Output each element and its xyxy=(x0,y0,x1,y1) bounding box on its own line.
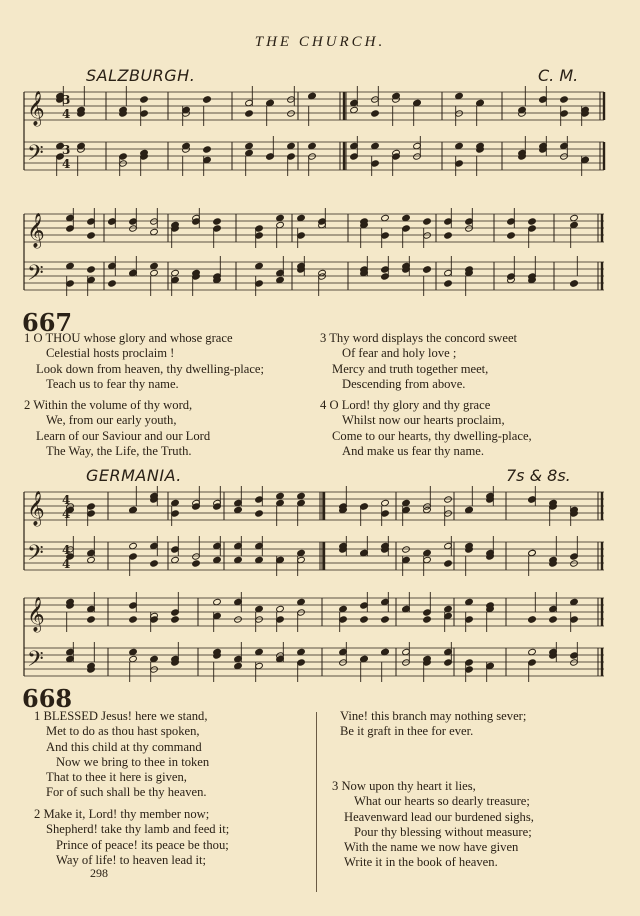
note-head xyxy=(570,221,579,228)
note-head xyxy=(465,598,474,605)
verse-line: With the name we now have given xyxy=(344,840,519,855)
note-head xyxy=(455,92,464,99)
note-head xyxy=(129,506,138,513)
verse-line: 4 O Lord! thy glory and thy grace xyxy=(320,398,491,412)
verse-line: Write it in the book of heaven. xyxy=(344,855,498,870)
note-head xyxy=(402,214,411,221)
note-head xyxy=(276,605,285,612)
note-head xyxy=(287,142,296,149)
note-head xyxy=(255,648,264,655)
verse-line: Whilst now our hearts proclaim, xyxy=(342,413,505,428)
note-head xyxy=(339,605,348,612)
verse-line: Met to do as thou hast spoken, xyxy=(46,724,200,739)
note-head xyxy=(297,549,306,556)
treble-clef: 𝄞 xyxy=(27,91,45,126)
note-head xyxy=(423,218,432,225)
note-head xyxy=(255,605,264,612)
verse-line: Pour thy blessing without measure; xyxy=(354,824,532,839)
note-head xyxy=(234,506,243,513)
verse-line: The Way, the Life, the Truth. xyxy=(46,443,192,458)
time-signature: 4 xyxy=(62,157,71,171)
note-head xyxy=(129,616,138,623)
note-head xyxy=(549,616,558,623)
verse-line: And this child at thy command xyxy=(46,739,202,754)
bass-clef: 𝄢 xyxy=(27,261,44,291)
note-head xyxy=(308,142,317,149)
note-head xyxy=(570,280,579,287)
note-head xyxy=(507,232,516,239)
note-head xyxy=(444,605,453,612)
verse-line: And make us fear thy name. xyxy=(342,443,484,458)
bass-clef: 𝄢 xyxy=(27,647,44,677)
note-head xyxy=(171,499,180,506)
verse-line: Shepherd! take thy lamb and feed it; xyxy=(46,822,230,837)
note-head xyxy=(129,655,138,662)
note-head xyxy=(570,560,579,567)
verse-line: Be it graft in thee for ever. xyxy=(340,724,474,739)
note-head xyxy=(528,549,537,556)
verse-line: What our hearts so dearly treasure; xyxy=(354,794,530,809)
verse-line: 1 O THOU whose glory and whose grace xyxy=(24,331,233,345)
hymn667-stanza-2 xyxy=(24,398,210,459)
verse-line: Heavenward lead our burdened sighs, xyxy=(344,809,534,824)
note-head xyxy=(570,598,579,605)
note-head xyxy=(276,221,285,228)
note-head xyxy=(150,262,159,269)
note-head xyxy=(213,556,222,563)
note-head xyxy=(297,598,306,605)
note-head xyxy=(528,648,537,655)
note-head xyxy=(255,262,264,269)
note-head xyxy=(129,542,138,549)
note-head xyxy=(360,616,369,623)
note-head xyxy=(381,616,390,623)
note-head xyxy=(560,96,569,103)
note-head xyxy=(203,146,212,153)
treble-clef: 𝄞 xyxy=(27,491,45,526)
verse-line: Look down from heaven, thy dwelling-place; xyxy=(36,361,265,376)
note-head xyxy=(360,655,369,662)
note-head xyxy=(234,616,243,623)
note-head xyxy=(297,499,306,506)
treble-clef: 𝄞 xyxy=(27,213,45,248)
note-head xyxy=(402,546,411,553)
note-head xyxy=(350,106,359,113)
verse-line: Come to our hearts, thy dwelling-place, xyxy=(332,428,532,443)
verse-line: Of fear and holy love ; xyxy=(342,346,457,361)
verse-line: That to thee it here is given, xyxy=(46,770,187,785)
verse-line: Teach us to fear thy name. xyxy=(46,376,179,391)
note-head xyxy=(213,598,222,605)
note-head xyxy=(150,655,159,662)
hymn668-stanza-2-continued xyxy=(340,709,526,740)
time-signature: 4 xyxy=(62,493,71,507)
verse-line: We, from our early youth, xyxy=(46,413,177,428)
note-head xyxy=(192,560,201,567)
time-signature: 4 xyxy=(62,507,71,521)
verse-line: For of such shall be thy heaven. xyxy=(46,785,207,800)
note-head xyxy=(87,266,96,273)
verse-line: 3 Now upon thy heart it lies, xyxy=(332,779,476,793)
note-head xyxy=(528,218,537,225)
note-head xyxy=(87,232,96,239)
note-head xyxy=(276,214,285,221)
note-head xyxy=(444,560,453,567)
note-head xyxy=(245,142,254,149)
note-head xyxy=(266,99,275,106)
note-head xyxy=(423,616,432,623)
note-head xyxy=(423,549,432,556)
time-signature: 3 xyxy=(62,93,71,107)
time-signature: 4 xyxy=(62,557,71,571)
note-head xyxy=(150,228,159,235)
note-head xyxy=(297,214,306,221)
note-head xyxy=(444,280,453,287)
note-head xyxy=(129,648,138,655)
hymn667-stanza-4 xyxy=(320,398,532,459)
hymn668-stanza-3 xyxy=(332,779,534,871)
hymn-number-668: 668 xyxy=(22,684,73,713)
verse-line: Mercy and truth together meet, xyxy=(332,361,489,376)
note-head xyxy=(371,142,380,149)
note-head xyxy=(234,662,243,669)
bass-clef: 𝄢 xyxy=(27,541,44,571)
verse-line: Prince of peace! its peace be thou; xyxy=(56,837,229,852)
time-signature: 3 xyxy=(62,143,71,157)
note-head xyxy=(381,214,390,221)
note-head xyxy=(455,142,464,149)
column-divider xyxy=(316,712,317,892)
note-head xyxy=(255,510,264,517)
verse-line: Way of life! to heaven lead it; xyxy=(56,852,207,867)
hymn668-stanza-2 xyxy=(34,807,229,868)
note-head xyxy=(234,556,243,563)
page-number: 298 xyxy=(90,866,108,880)
note-head xyxy=(66,262,75,269)
hymn667-stanza-1 xyxy=(24,331,264,392)
note-head xyxy=(108,280,117,287)
tune-name-salzburgh: SALZBURGH. xyxy=(86,66,196,85)
note-head xyxy=(297,492,306,499)
note-head xyxy=(570,214,579,221)
tune-name-germania: GERMANIA. xyxy=(86,466,182,485)
note-head xyxy=(87,616,96,623)
note-head xyxy=(276,276,285,283)
note-head xyxy=(150,269,159,276)
note-head xyxy=(276,499,285,506)
hymn668-stanza-1 xyxy=(34,709,209,801)
note-head xyxy=(371,110,380,117)
note-head xyxy=(413,99,422,106)
note-head xyxy=(465,506,474,513)
verse-line: Now we bring to thee in token xyxy=(56,754,210,769)
verse-line: Learn of our Saviour and our Lord xyxy=(36,428,211,443)
note-head xyxy=(245,110,254,117)
bass-clef: 𝄢 xyxy=(27,141,44,171)
verse-line: 3 Thy word displays the concord sweet xyxy=(320,331,518,345)
note-head xyxy=(402,499,411,506)
verse-line: 2 Make it, Lord! thy member now; xyxy=(34,807,210,821)
note-head xyxy=(245,149,254,156)
verse-line: Celestial hosts proclaim ! xyxy=(46,346,175,361)
note-head xyxy=(381,499,390,506)
note-head xyxy=(528,616,537,623)
note-head xyxy=(171,269,180,276)
note-head xyxy=(171,556,180,563)
note-head xyxy=(140,96,149,103)
verse-line: 1 BLESSED Jesus! here we stand, xyxy=(34,709,208,723)
time-signature: 4 xyxy=(62,107,71,121)
tune-meter-salzburgh: C. M. xyxy=(538,66,579,85)
verse-line: Descending from above. xyxy=(342,376,466,391)
note-head xyxy=(213,218,222,225)
verse-line: 2 Within the volume of thy word, xyxy=(24,398,193,412)
note-head xyxy=(276,492,285,499)
hymn667-stanza-3 xyxy=(320,331,517,392)
note-head xyxy=(423,266,432,273)
tune-meter-germania: 7s & 8s. xyxy=(506,466,571,485)
hymn-number-667: 667 xyxy=(22,308,73,337)
note-head xyxy=(297,648,306,655)
time-signature: 4 xyxy=(62,543,71,557)
running-head: THE CHURCH. xyxy=(254,34,386,50)
note-head xyxy=(255,556,264,563)
note-head xyxy=(444,496,453,503)
treble-clef: 𝄞 xyxy=(27,597,45,632)
note-head xyxy=(171,616,180,623)
note-head xyxy=(203,96,212,103)
note-head xyxy=(150,560,159,567)
note-head xyxy=(444,232,453,239)
note-head xyxy=(381,648,390,655)
note-head xyxy=(287,110,296,117)
note-head xyxy=(87,556,96,563)
note-head xyxy=(308,92,317,99)
verse-line: Vine! this branch may nothing sever; xyxy=(340,709,527,723)
